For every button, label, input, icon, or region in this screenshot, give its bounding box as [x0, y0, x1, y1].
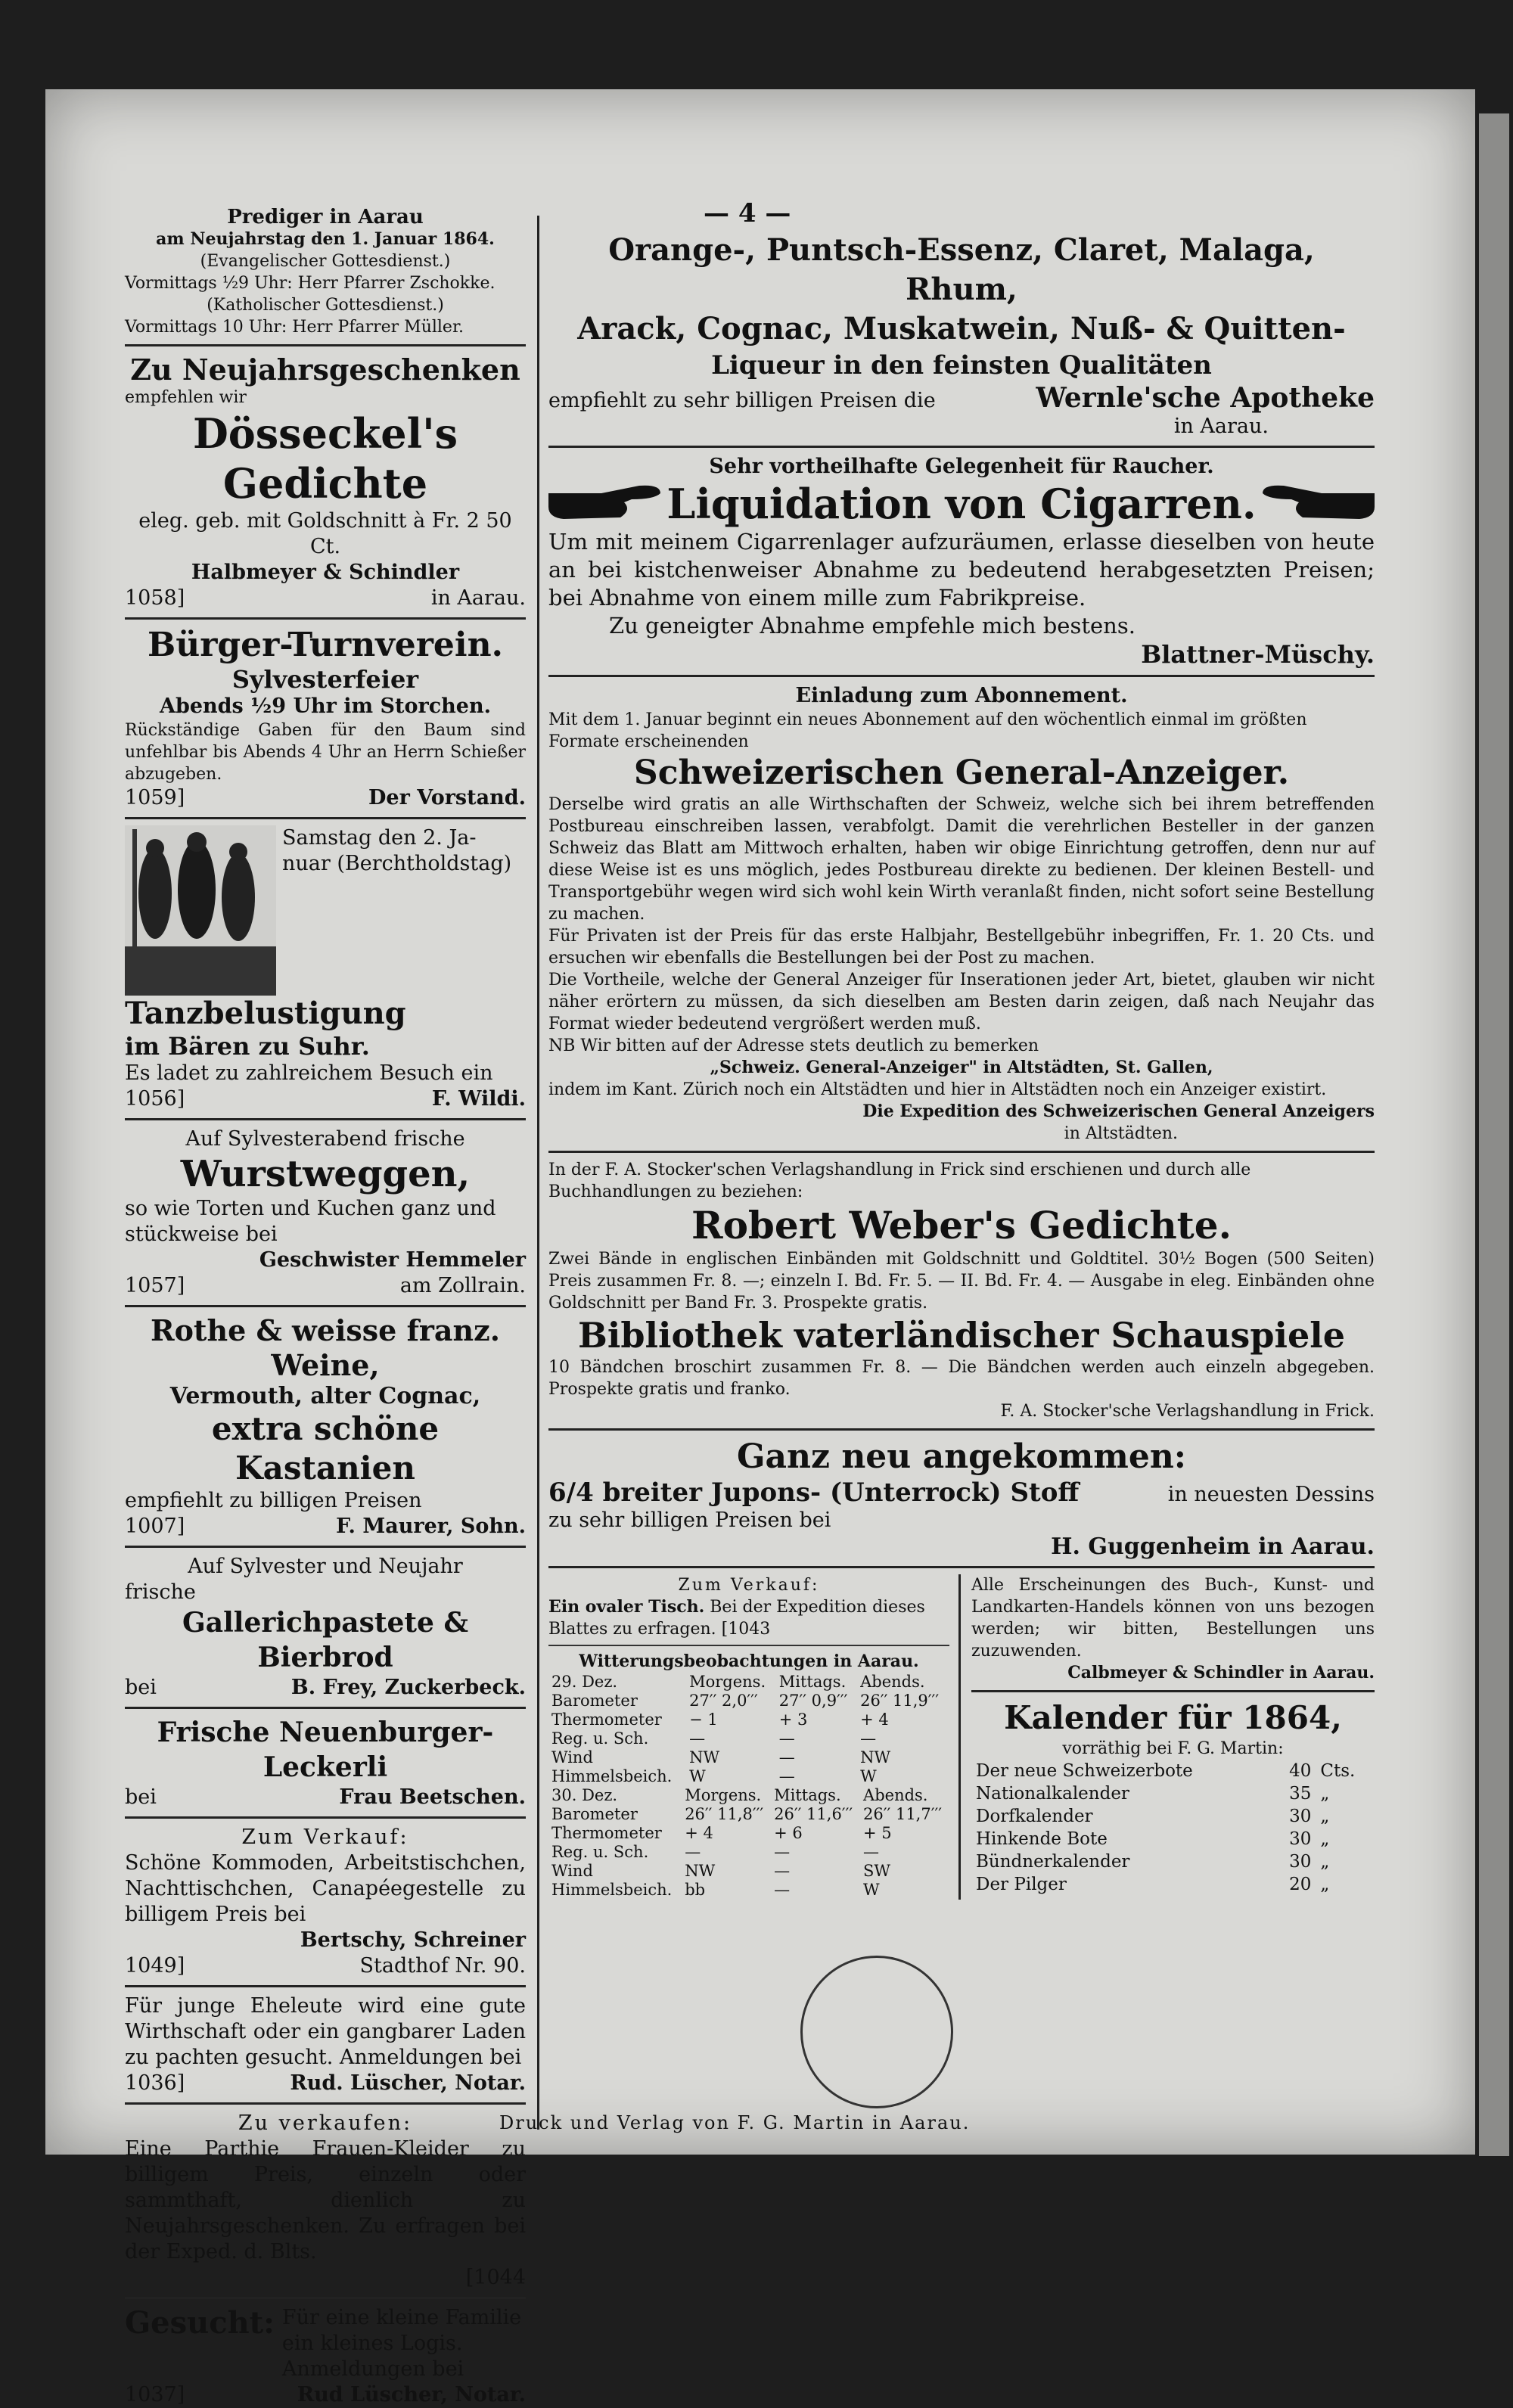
ad-weber: [548, 1159, 1375, 1422]
kalender-price: 30: [1289, 1852, 1312, 1872]
ad-number: [1043: [721, 1620, 771, 1639]
weather-cell: + 3: [778, 1710, 808, 1729]
kalender-unit: „: [1320, 1852, 1330, 1872]
weber-intro: In der F. A. Stocker'schen Verlagshandlung in Frick sind erschienen und durch alle Buchhandlungen zu beziehen:: [548, 1161, 1251, 1201]
separator: [125, 817, 526, 819]
apotheke-text: empfiehlt zu sehr billigen Preisen die: [548, 389, 936, 412]
postmark-stamp: [800, 1956, 953, 2108]
ad-abonnement: [548, 683, 1375, 1145]
ad-verkauf-kommoden: [125, 1825, 526, 1979]
ad-number: 1037]: [125, 2383, 185, 2406]
separator: [125, 1305, 526, 1307]
guggenheim-line-tail: in neuesten Dessins: [1167, 1483, 1375, 1506]
wirthschaft-text: Für junge Eheleute wird eine gute Wirthschaft oder ein gangbarer Laden zu pachten gesucht. Anmeldungen bei: [125, 1994, 526, 2069]
cigarren-title: Liquidation von Cigarren.: [666, 480, 1257, 528]
ad-gesucht: [125, 2305, 526, 2408]
kalender-price: 35: [1289, 1784, 1312, 1804]
tisch-text: Bei der Expedition dieses Blattes zu erfragen.: [548, 1598, 925, 1639]
leckerli-sign: Frau Beetschen.: [339, 1785, 526, 1809]
gesucht-text: Für eine kleine Familie ein kleines Logis. Anmeldungen bei: [281, 2306, 522, 2381]
gesucht-sign: Rud Lüscher, Notar.: [297, 2383, 526, 2406]
pastete-title: Gallerichpastete & Bierbrod: [182, 1607, 468, 1673]
abonnement-heading: Einladung zum Abonnement.: [795, 684, 1128, 707]
guggenheim-sign: H. Guggenheim in Aarau.: [1051, 1533, 1375, 1560]
right-column: [548, 231, 1375, 1900]
abonnement-text: Die Vortheile, welche der General Anzeiger für Inserationen jeder Art, bietet, glauben wir nicht näher erörtern zu müssen, da sich dieselben am Besten darin zeigen, daß nach Neujahr das Format wieder bedeutend vergrößert werden muß.: [548, 971, 1375, 1033]
weather-cell: 26′′ 11,9′′′: [860, 1692, 940, 1710]
weather-date: 30. Dez.: [551, 1786, 618, 1804]
guggenheim-line: 6/4 breiter Jupons- (Unterrock) Stoff: [548, 1477, 1080, 1508]
kalender-name: Hinkende Bote: [976, 1829, 1108, 1849]
pastete-sign: B. Frey, Zuckerbeck.: [290, 1676, 526, 1699]
weather-col-head: Morgens.: [685, 1786, 762, 1804]
weather-label: Barometer: [551, 1692, 638, 1710]
guggenheim-heading: Ganz neu angekommen:: [736, 1437, 1187, 1476]
tanz-invite: Es ladet zu zahlreichem Besuch ein: [125, 1061, 493, 1085]
kalender-price: 30: [1289, 1829, 1312, 1849]
prediger-line: Vormittags ½9 Uhr: Herr Pfarrer Zschokke.: [125, 274, 496, 293]
weine-text: empfiehlt zu billigen Preisen: [125, 1489, 422, 1512]
separator: [125, 617, 526, 620]
pastete-line: frische: [125, 1580, 196, 1604]
kleider-text: Eine Parthie Frauen-Kleider zu billigem Preis, einzeln oder sammthaft, dienlich zu Neujahrsgeschenken. Zu erfragen bei der Exped. d. Blts.: [125, 2137, 526, 2264]
weather-label: Barometer: [551, 1805, 638, 1823]
ad-number: 1058]: [125, 586, 185, 610]
verkauf-place: Stadthof Nr. 90.: [359, 1954, 526, 1978]
kalender-price: 30: [1289, 1807, 1312, 1826]
neujahr-title: Dösseckel's Gedichte: [192, 409, 458, 508]
weather-cell: —: [689, 1729, 706, 1748]
list-item: [971, 1850, 1375, 1873]
ad-cigarren: [548, 454, 1375, 669]
dancing-crowd-woodcut: [125, 825, 276, 996]
separator: [548, 675, 1375, 677]
apotheke-line: Arack, Cognac, Muskatwein, Nuß- & Quitten-: [577, 311, 1346, 346]
separator: [548, 1566, 1375, 1568]
separator: [125, 1118, 526, 1120]
turnverein-time: Abends ½9 Uhr im Storchen.: [160, 694, 491, 718]
kleider-heading: Zu verkaufen:: [238, 2111, 413, 2135]
neujahr-intro: empfehlen wir: [125, 388, 247, 407]
kalender-name: Nationalkalender: [976, 1784, 1129, 1804]
pastete-line: Auf Sylvester und Neujahr: [188, 1555, 463, 1578]
weather-cell: W: [863, 1881, 880, 1899]
ad-number: [1044: [465, 2266, 526, 2289]
prediger-title: Prediger in Aarau: [227, 206, 424, 228]
separator: [548, 446, 1375, 448]
prediger-line: Vormittags 10 Uhr: Herr Pfarrer Müller.: [125, 318, 464, 337]
kalender-unit: Cts.: [1320, 1761, 1356, 1781]
ad-turnverein: [125, 626, 526, 811]
wurst-text: so wie Torten und Kuchen ganz und stückweise bei: [125, 1197, 496, 1246]
ad-tisch: [548, 1574, 949, 1640]
abonnement-intro: Mit dem 1. Januar beginnt ein neues Abonnement auf den wöchentlich einmal im größten Formate erscheinenden: [548, 710, 1307, 751]
weine-line: Vermouth, alter Cognac,: [169, 1383, 481, 1409]
separator: [125, 1546, 526, 1548]
bottom-right-block: [971, 1574, 1375, 1900]
kalender-list: [971, 1760, 1375, 1896]
list-item: [971, 1760, 1375, 1782]
kalender-unit: „: [1320, 1875, 1330, 1894]
weber-sign: F. A. Stocker'sche Verlagshandlung in Frick.: [1000, 1402, 1375, 1421]
ad-apotheke: [548, 231, 1375, 440]
separator: [125, 1985, 526, 1987]
cigarren-heading: Sehr vortheilhafte Gelegenheit für Raucher.: [709, 455, 1214, 478]
leckerli-title: Frische Neuenburger-Leckerli: [157, 1717, 494, 1783]
separator: [971, 1690, 1375, 1692]
tanz-title: Tanzbelustigung: [125, 996, 406, 1031]
kalender-unit: „: [1320, 1784, 1330, 1804]
pointing-hand-right-icon: [548, 480, 662, 528]
kalender-price: 40: [1289, 1761, 1312, 1781]
weather-col-head: Mittags.: [778, 1673, 847, 1691]
weather-cell: W: [860, 1767, 877, 1785]
weather-label: Himmelsbeich.: [551, 1767, 673, 1785]
apotheke-place: in Aarau.: [1173, 415, 1269, 438]
weather-title: Witterungsbeobachtungen in Aarau.: [579, 1651, 919, 1671]
weather-cell: + 4: [860, 1710, 889, 1729]
separator: [125, 1816, 526, 1819]
kalender-title: Kalender für 1864,: [1004, 1699, 1342, 1736]
weber-text2: 10 Bändchen broschirt zusammen Fr. 8. — Die Bändchen werden auch einzeln abgegeben. Prospekte gratis und franko.: [548, 1358, 1375, 1399]
abonnement-sign: Die Expedition des Schweizerischen General Anzeigers: [862, 1101, 1375, 1121]
weather-label: Thermometer: [551, 1824, 662, 1842]
apotheke-firm: Wernle'sche Apotheke: [1036, 382, 1375, 414]
weather-table-30: [548, 1786, 949, 1900]
weather-cell: —: [863, 1843, 880, 1861]
neujahr-place: in Aarau.: [430, 586, 526, 610]
weine-title: Rothe & weisse franz. Weine,: [151, 1313, 500, 1382]
kalender-name: Der neue Schweizerbote: [976, 1761, 1193, 1781]
ad-wirthschaft: [125, 1993, 526, 2096]
verkauf-firm: Bertschy, Schreiner: [300, 1928, 526, 1952]
separator: [548, 1151, 1375, 1153]
weather-label: Himmelsbeich.: [551, 1881, 673, 1899]
weather-cell: —: [860, 1729, 877, 1748]
page-number: — 4 —: [704, 198, 791, 228]
weather-label: Reg. u. Sch.: [551, 1843, 649, 1861]
bottom-left-block: [548, 1574, 961, 1900]
ad-wurst: [125, 1126, 526, 1299]
abonnement-nb: NB Wir bitten auf der Adresse stets deutlich zu bemerken: [548, 1036, 1039, 1055]
weather-cell: 27′′ 2,0′′′: [689, 1692, 758, 1710]
wurst-firm: Geschwister Hemmeler: [259, 1248, 526, 1272]
weather-cell: NW: [685, 1862, 716, 1880]
kalender-unit: „: [1320, 1807, 1330, 1826]
wurst-place: am Zollrain.: [399, 1274, 526, 1297]
pointing-hand-left-icon: [1261, 480, 1375, 528]
tanz-line: nuar (Berchtholdstag): [282, 852, 512, 875]
list-item: [971, 1782, 1375, 1805]
wurst-title: Wurstweggen,: [180, 1153, 471, 1195]
ad-tanz: [125, 825, 526, 1112]
weber-title2: Bibliothek vaterländischer Schauspiele: [578, 1315, 1345, 1356]
weather-label: Wind: [551, 1748, 593, 1766]
weather-table-29: [548, 1673, 949, 1786]
weather-cell: W: [689, 1767, 706, 1785]
weather-observations: [548, 1651, 949, 1900]
weather-cell: 26′′ 11,7′′′: [863, 1805, 943, 1823]
turnverein-sign: Der Vorstand.: [368, 786, 526, 809]
wurst-line: Auf Sylvesterabend frische: [185, 1127, 465, 1151]
apotheke-line: Orange-, Puntsch-Essenz, Claret, Malaga, Rhum,: [608, 232, 1315, 307]
weber-text: Zwei Bände in englischen Einbänden mit Goldschnitt und Goldtitel. 30½ Bogen (500 Seiten) Preis zusammen Fr. 8. —; einzeln I. Bd. Fr. 5. — II. Bd. Fr. 4. — Ausgabe in eleg. Einbänden ohne Goldschnitt per Band Fr. 3. Prospekte gratis.: [548, 1250, 1375, 1313]
kalender-price: 20: [1289, 1875, 1312, 1894]
abonnement-title: Schweizerischen General-Anzeiger.: [633, 753, 1290, 792]
weather-cell: —: [685, 1843, 701, 1861]
turnverein-subtitle: Sylvesterfeier: [231, 665, 419, 694]
turnverein-title: Bürger-Turnverein.: [148, 626, 503, 664]
weather-cell: NW: [860, 1748, 891, 1766]
tanz-place: im Bären zu Suhr.: [125, 1032, 370, 1061]
separator: [548, 1645, 949, 1646]
prediger-subtitle: am Neujahrstag den 1. Januar 1864.: [156, 229, 495, 249]
imprint-line: Druck und Verlag von F. G. Martin in Aarau.: [499, 2112, 971, 2133]
ad-number: 1007]: [125, 1515, 185, 1538]
weather-cell: —: [778, 1729, 795, 1748]
weather-cell: SW: [863, 1862, 891, 1880]
guggenheim-text: zu sehr billigen Preisen bei: [548, 1508, 831, 1532]
ad-number: 1036]: [125, 2071, 185, 2095]
ad-number: 1056]: [125, 1087, 185, 1111]
weber-title: Robert Weber's Gedichte.: [691, 1203, 1232, 1247]
verkauf-heading: Zum Verkauf:: [241, 1825, 409, 1849]
weather-cell: —: [778, 1767, 795, 1785]
kalender-name: Bündnerkalender: [976, 1852, 1130, 1872]
tanz-sign: F. Wildi.: [431, 1087, 526, 1111]
abonnement-text: Für Privaten ist der Preis für das erste Halbjahr, Bestellgebühr inbegriffen, Fr. 1. 20 Cts. und ersuchen wir ebenfalls die Bestellungen bei der Post zu machen.: [548, 927, 1375, 968]
ad-number: 1059]: [125, 786, 185, 809]
ad-weine: [125, 1313, 526, 1540]
column-divider: [537, 216, 539, 2130]
cigarren-text2: Zu geneigter Abnahme empfehle mich bestens.: [609, 613, 1136, 639]
separator: [125, 344, 526, 346]
bottom-two-column: [548, 1574, 1375, 1900]
binding-edge: [1479, 113, 1509, 2156]
ad-neujahr: [125, 353, 526, 611]
weather-cell: + 4: [685, 1824, 713, 1842]
separator: [125, 2102, 526, 2105]
weather-col-head: Abends.: [863, 1786, 928, 1804]
weather-cell: bb: [685, 1881, 706, 1899]
weather-cell: − 1: [689, 1710, 718, 1729]
ad-number: 1049]: [125, 1954, 185, 1978]
weather-col-head: Morgens.: [689, 1673, 766, 1691]
ad-guggenheim: [548, 1437, 1375, 1560]
weather-label: Thermometer: [551, 1710, 662, 1729]
ad-pastete: [125, 1554, 526, 1701]
ad-prediger: [125, 206, 526, 338]
cigarren-sign: Blattner-Müschy.: [1141, 640, 1375, 669]
tisch-title: Ein ovaler Tisch.: [548, 1597, 705, 1617]
leckerli-pre: bei: [125, 1785, 157, 1809]
weather-cell: 26′′ 11,8′′′: [685, 1805, 764, 1823]
buch-text: Alle Erscheinungen des Buch-, Kunst- und Landkarten-Handels können von uns bezogen werden; wir bitten, Bestellungen uns zuzuwenden.: [971, 1576, 1375, 1661]
abonnement-text: Derselbe wird gratis an alle Wirthschaften der Schweiz, welche sich bei ihrem betreffenden Postbureau einschreiben lassen, verabfolgt. Damit die verehrlichen Besteller in der ganzen Schweiz das Blatt am Mittwoch erhalten, haben wir obige Einrichtung getroffen, denn nur auf diese Weise ist es uns möglich, jedes Postbureau direkte zu bedienen. Der kleinen Bestell- und Transportgebühr wegen wird sich wohl kein Wirth veranlaßt finden, nicht sofort seine Bestellung zu machen.: [548, 795, 1375, 924]
left-column: [125, 206, 526, 2408]
ad-buchhandel: [971, 1574, 1375, 1684]
tanz-line: Samstag den 2. Ja-: [282, 826, 477, 850]
weather-col-head: Mittags.: [774, 1786, 841, 1804]
weather-cell: 27′′ 0,9′′′: [778, 1692, 848, 1710]
prediger-line: (Evangelischer Gottesdienst.): [200, 252, 451, 271]
separator: [125, 1707, 526, 1709]
turnverein-text: Rückständige Gaben für den Baum sind unfehlbar bis Abends 4 Uhr an Herrn Schießer abzugeben.: [125, 721, 526, 784]
list-item: [971, 1873, 1375, 1896]
separator: [548, 1428, 1375, 1431]
tisch-heading: Zum Verkauf:: [678, 1576, 820, 1595]
verkauf-text: Schöne Kommoden, Arbeitstischchen, Nachttischchen, Canapéegestelle zu billigem Preis bei: [125, 1851, 526, 1926]
weather-cell: + 6: [774, 1824, 803, 1842]
weather-col-head: Abends.: [860, 1673, 925, 1691]
prediger-line: (Katholischer Gottesdienst.): [207, 296, 444, 315]
ad-leckerli: [125, 1715, 526, 1810]
list-item: [971, 1805, 1375, 1828]
weine-title2: extra schöne Kastanien: [211, 1410, 440, 1487]
weather-cell: —: [778, 1748, 795, 1766]
weather-date: 29. Dez.: [551, 1673, 618, 1691]
abonnement-text: indem im Kant. Zürich noch ein Altstädten und hier in Altstädten noch ein Anzeiger existirt.: [548, 1080, 1327, 1099]
pastete-pre: bei: [125, 1676, 157, 1699]
kalender-unit: „: [1320, 1829, 1330, 1849]
weather-cell: —: [774, 1862, 791, 1880]
kalender-name: Dorfkalender: [976, 1807, 1093, 1826]
neujahr-firm: Halbmeyer & Schindler: [191, 561, 460, 584]
list-item: [971, 1828, 1375, 1850]
weather-cell: —: [774, 1843, 791, 1861]
abonnement-address: „Schweiz. General-Anzeiger" in Altstädten, St. Gallen,: [710, 1058, 1213, 1077]
separator: [125, 2297, 526, 2299]
ad-number: 1057]: [125, 1274, 185, 1297]
abonnement-sign2: in Altstädten.: [1064, 1124, 1178, 1143]
ad-kalender: [971, 1698, 1375, 1896]
cigarren-text: Um mit meinem Cigarrenlager aufzuräumen, erlasse dieselben von heute an bei kistchenweiser Abnahme zu bedeutend herabgesetzten Preisen; bei Abnahme von einem mille zum Fabrikpreise.: [548, 529, 1375, 611]
weather-cell: + 5: [863, 1824, 892, 1842]
neujahr-heading: Zu Neujahrsgeschenken: [130, 353, 520, 387]
weather-label: Reg. u. Sch.: [551, 1729, 649, 1748]
gesucht-title: Gesucht:: [125, 2305, 275, 2341]
kalender-name: Der Pilger: [976, 1875, 1067, 1894]
weather-cell: NW: [689, 1748, 720, 1766]
wirthschaft-sign: Rud. Lüscher, Notar.: [290, 2071, 526, 2095]
buch-sign: Calbmeyer & Schindler in Aarau.: [1067, 1663, 1375, 1682]
weather-cell: 26′′ 11,6′′′: [774, 1805, 853, 1823]
ad-kleider: [125, 2111, 526, 2291]
weine-sign: F. Maurer, Sohn.: [336, 1515, 526, 1538]
neujahr-desc: eleg. geb. mit Goldschnitt à Fr. 2 50 Ct.: [138, 509, 512, 558]
kalender-sub: vorräthig bei F. G. Martin:: [1062, 1739, 1284, 1758]
weather-cell: —: [774, 1881, 791, 1899]
weather-label: Wind: [551, 1862, 593, 1880]
apotheke-line: Liqueur in den feinsten Qualitäten: [711, 350, 1212, 381]
